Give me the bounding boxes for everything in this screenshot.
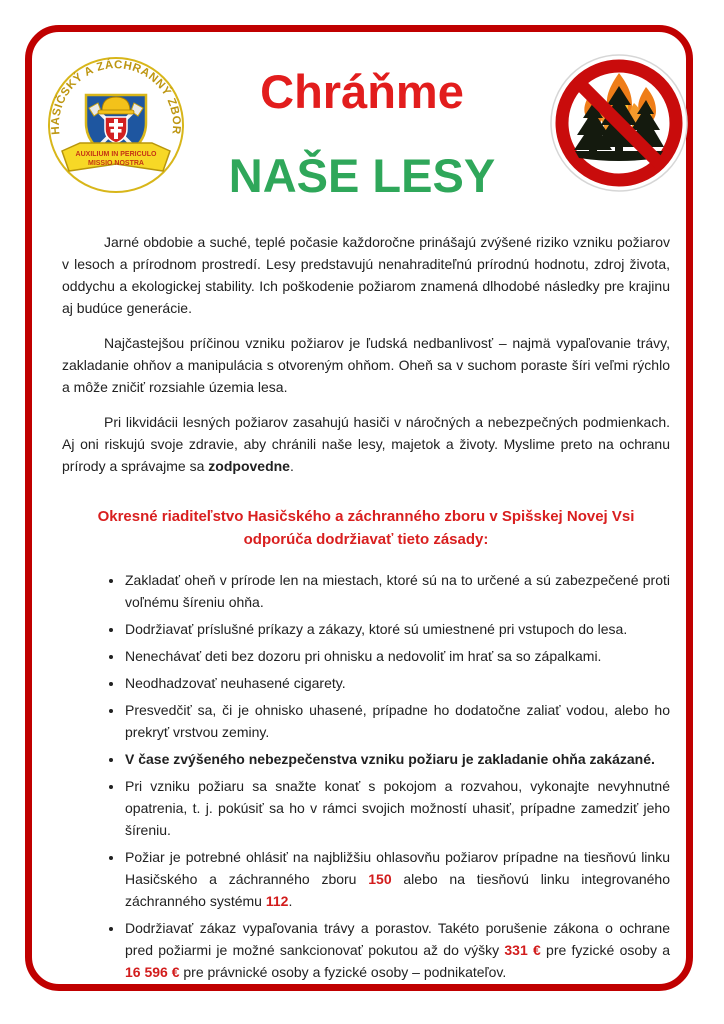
list-item — [124, 917, 670, 983]
emergency-number-112: 112 — [265, 893, 289, 909]
body-content — [62, 231, 670, 988]
rule-text: pre právnické osoby a fyzické osoby – podnikateľov. — [179, 964, 507, 980]
rule-text: Nenechávať deti bez dozoru pri ohnisku a nedovoliť im hrať sa so zápalkami. — [125, 648, 602, 664]
no-forest-fire-icon — [549, 52, 689, 194]
list-item — [124, 645, 670, 667]
paragraph-3-text: Pri likvidácii lesných požiarov zasahujú hasiči v náročných a nebezpečných podmienkach. Aj oni riskujú svoje zdravie, aby chránili naše lesy, majetok a životy. Myslime preto na ochranu prírody a správajme sa — [62, 414, 670, 474]
rule-text: pre fyzické osoby a — [540, 942, 670, 958]
rule-text: alebo na tiesňovú linku integrovaného záchranného systému — [125, 871, 671, 909]
safety-rules-list — [62, 569, 670, 983]
paragraph-3-end: . — [289, 458, 294, 474]
emblem-ring-text: HASIČSKÝ A ZÁCHRANNÝ ZBOR — [49, 59, 183, 136]
paragraph-3-bold-word: zodpovedne — [208, 458, 290, 474]
rule-text: . — [288, 893, 293, 909]
emblem-banner-line2: MISSIO NOSTRA — [87, 160, 145, 167]
page-title-line1: Chráňme — [260, 65, 464, 118]
list-item — [124, 846, 670, 912]
list-item — [124, 618, 670, 640]
slovak-double-cross-icon — [105, 117, 127, 143]
list-item — [124, 569, 670, 613]
rule-text: Presvedčiť sa, či je ohnisko uhasené, prípadne ho dodatočne zaliať vodou, alebo ho prekryť vrstvou zeminy. — [125, 702, 670, 740]
paragraph-1: Jarné obdobie a suché, teplé počasie každoročne prinášajú zvýšené riziko vzniku požiarov v lesoch a prírodnom prostredí. Lesy predstavujú nenahraditeľnú prírodnú hodnotu, zdroj života, oddychu a ekologickej stability. Ich poškodenie požiarom znamená dlhodobé následky pre krajinu aj budúce generácie. — [62, 234, 670, 316]
rule-text: V čase zvýšeného nebezpečenstva vzniku požiaru je zakladanie ohňa zakázané. — [125, 751, 655, 767]
rule-text: Zakladať oheň v prírode len na miestach, ktoré sú na to určené a sú zabezpečené proti voľnému šíreniu ohňa. — [125, 572, 670, 610]
emergency-number-150: 150 — [368, 871, 392, 887]
fire-brigade-emblem — [46, 54, 186, 196]
list-item — [124, 699, 670, 743]
rule-text: Pri vzniku požiaru sa snažte konať s pokojom a rozvahou, vykonajte nevyhnutné opatrenia, t. j. pokúsiť sa ho v rámci svojich možností uhasiť, prípadne zamedziť jeho šíreniu. — [125, 778, 670, 838]
page-title-line2: NAŠE LESY — [228, 149, 496, 202]
fine-amount-331: 331 € — [504, 942, 541, 958]
no-forest-fire-sign — [549, 52, 689, 194]
list-item-bold-warning — [124, 748, 670, 770]
fire-brigade-emblem-icon — [46, 54, 186, 196]
emblem-banner-line1: AUXILIUM IN PERICULO — [75, 151, 157, 158]
paragraph-2: Najčastejšou príčinou vzniku požiarov je ľudská nedbanlivosť – najmä vypaľovanie trávy, zakladanie ohňov a manipulácia s otvoreným ohňom. Oheň sa v suchom poraste šíri veľmi rýchlo a môže zničiť rozsiahle územia lesa. — [62, 335, 670, 395]
rule-text: Dodržiavať zákaz vypaľovania trávy a porastov. Takéto porušenie zákona o ochrane pred požiarmi je možné sankcionovať pokutou až do výšky — [125, 920, 670, 958]
advisory-heading: Okresné riaditeľstvo Hasičského a záchranného zboru v Spišskej Novej Vsi odporúča dodržiavať tieto zásady: — [97, 508, 635, 548]
list-item — [124, 672, 670, 694]
paragraph-3 — [62, 411, 670, 477]
fine-amount-16596: 16 596 € — [125, 964, 180, 980]
rule-text: Požiar je potrebné ohlásiť na najbližšiu ohlasovňu požiarov prípadne na tiesňovú linku Hasičského a záchranného zboru — [125, 849, 670, 887]
rule-text: Neodhadzovať neuhasené cigarety. — [125, 675, 346, 691]
rule-text: Dodržiavať príslušné príkazy a zákazy, ktoré sú umiestnené pri vstupoch do lesa. — [125, 621, 628, 637]
list-item — [124, 775, 670, 841]
